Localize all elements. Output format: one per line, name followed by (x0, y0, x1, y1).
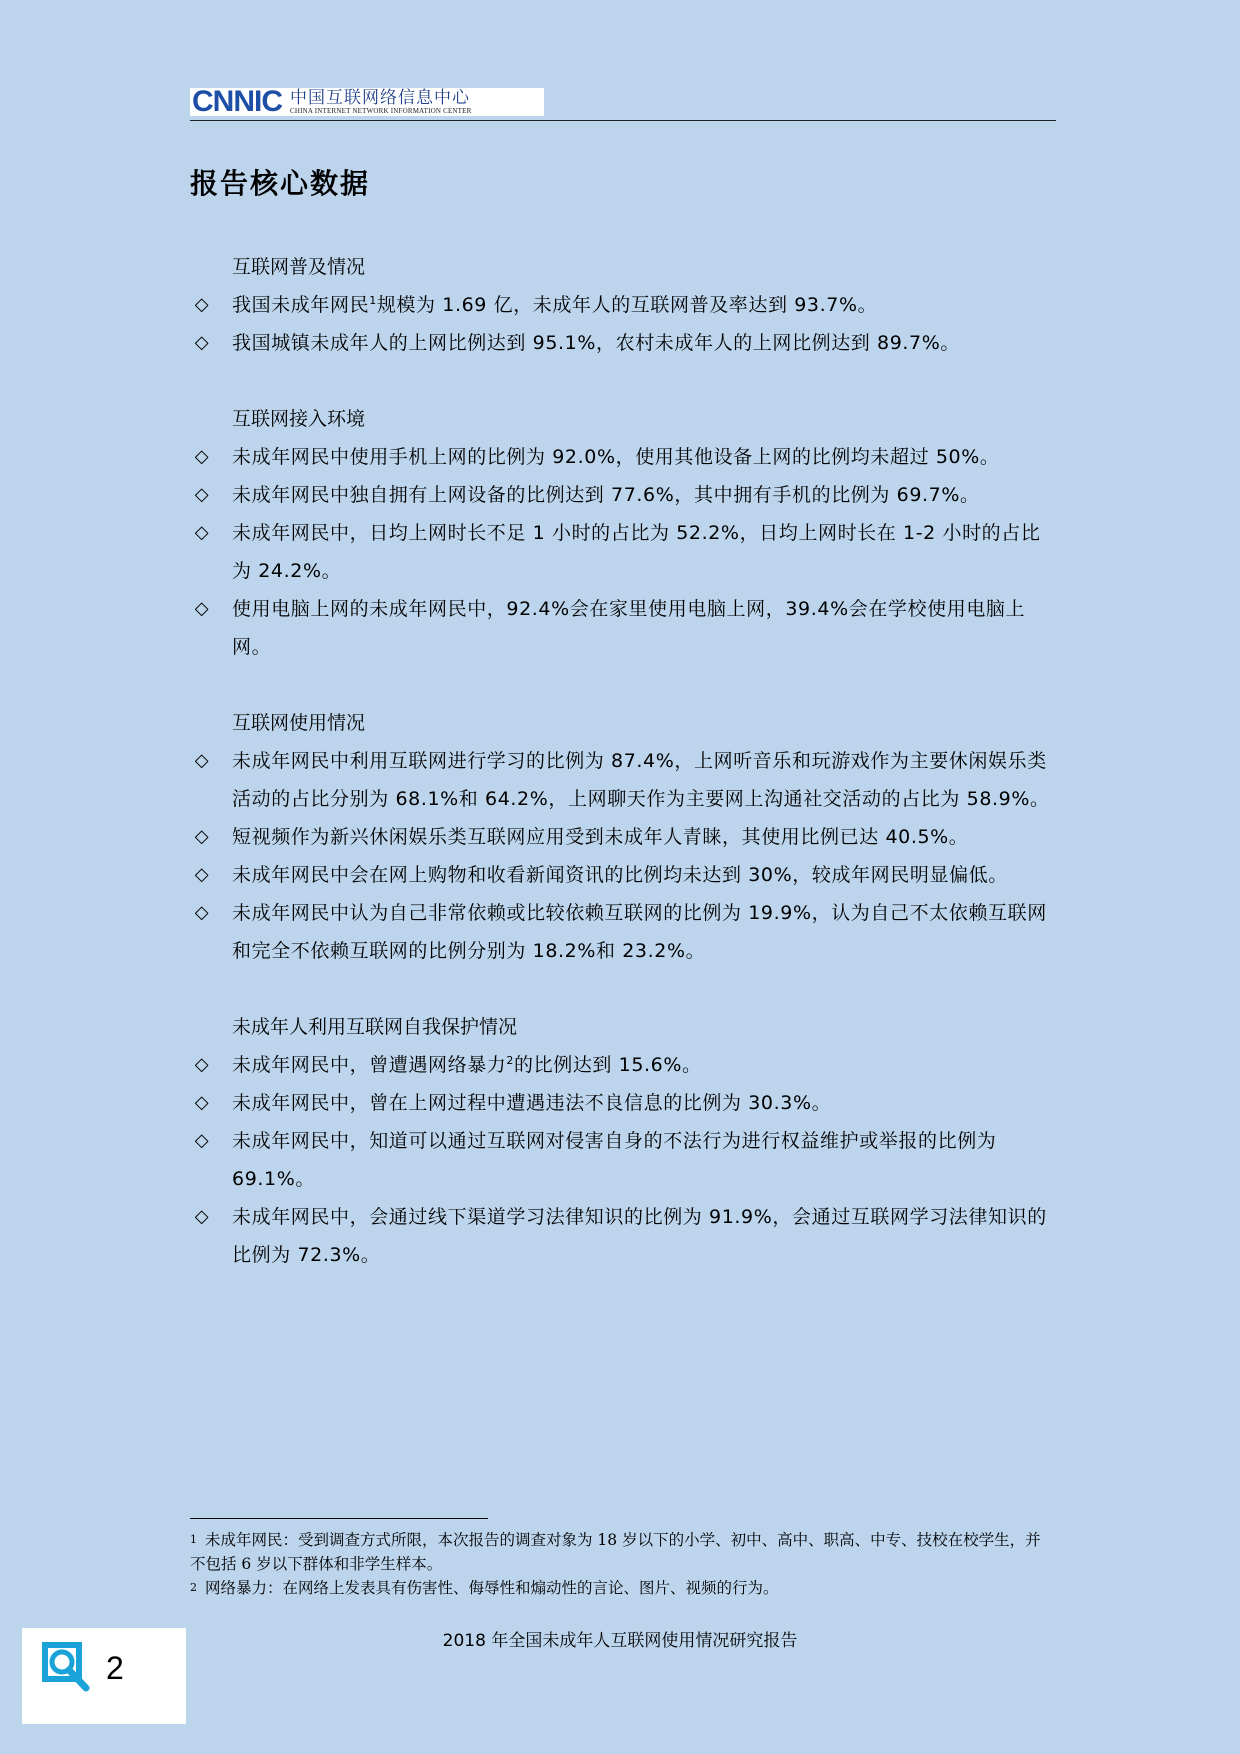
footnotes (190, 1528, 1056, 1600)
diamond-bullet-icon: ◇ (194, 1206, 210, 1227)
diamond-bullet-icon: ◇ (194, 750, 210, 771)
logo-english-name: CHINA INTERNET NETWORK INFORMATION CENTER (290, 107, 472, 115)
footnote-ref: 2 (506, 1054, 515, 1067)
footer-report-title: 2018 年全国未成年人互联网使用情况研究报告 (442, 1631, 798, 1651)
footnote-1: $^1$ 未成年网民：受到调查方式所限，本次报告的调查对象为 18 岁以下的小学、初中、高中、职高、中专、技校在校学生，并不包括 6 岁以下群体和非学生样本。 (190, 1531, 1041, 1573)
footnote-ref: 1 (369, 294, 377, 307)
page-title: 报告核心数据 (190, 167, 371, 200)
diamond-bullet-icon: ◇ (194, 522, 210, 543)
list-item: ◇ 使用电脑上网的未成年网民中，92.4%会在家里使用电脑上网，39.4%会在学校使用电脑上网。 (190, 590, 1056, 666)
cnnic-logo (190, 85, 544, 118)
logo-chinese-name: 中国互联网络信息中心 (290, 88, 470, 108)
diamond-bullet-icon: ◇ (194, 1130, 210, 1151)
list-item: ◇ 未成年网民中，会通过线下渠道学习法律知识的比例为 91.9%，会通过互联网学习法律知识的比例为 72.3%。 (190, 1198, 1056, 1274)
list-item: ◇ 未成年网民中会在网上购物和收看新闻资讯的比例均未达到 30%，较成年网民明显偏低。 (190, 856, 1056, 894)
list-item: ◇ 短视频作为新兴休闲娱乐类互联网应用受到未成年人青睐，其使用比例已达 40.5%。 (190, 818, 1056, 856)
diamond-bullet-icon: ◇ (194, 332, 210, 353)
section-heading: 互联网接入环境 (232, 408, 366, 430)
list-item: ◇ 未成年网民中认为自己非常依赖或比较依赖互联网的比例为 19.9%，认为自己不太依赖互联网和完全不依赖互联网的比例分别为 18.2%和 23.2%。 (190, 894, 1056, 970)
section-heading: 互联网使用情况 (232, 712, 366, 734)
diamond-bullet-icon: ◇ (194, 598, 210, 619)
core-data-content (190, 248, 1056, 1312)
section-self-protection (190, 1008, 1056, 1274)
list-item: ◇ 未成年网民中使用手机上网的比例为 92.0%，使用其他设备上网的比例均未超过 50%。 (190, 438, 1056, 476)
logo-mark: CNNIC (192, 85, 282, 118)
diamond-bullet-icon: ◇ (194, 902, 210, 923)
list-item: ◇ 未成年网民中利用互联网进行学习的比例为 87.4%，上网听音乐和玩游戏作为主要休闲娱乐类活动的占比分别为 68.1%和 64.2%，上网聊天作为主要网上沟通社交活动的占比为 58.9%。 (190, 742, 1056, 818)
section-heading: 互联网普及情况 (232, 256, 366, 278)
diamond-bullet-icon: ◇ (194, 484, 210, 505)
page-header (190, 84, 1056, 121)
section-access-environment (190, 400, 1056, 666)
list-item: ◇ 我国未成年网民$^1$规模为 1.69 亿，未成年人的互联网普及率达到 93.7%。 (190, 286, 1056, 324)
diamond-bullet-icon: ◇ (194, 1054, 210, 1075)
diamond-bullet-icon: ◇ (194, 294, 210, 315)
page-number: 2 (106, 1650, 124, 1686)
diamond-bullet-icon: ◇ (194, 864, 210, 885)
list-item: ◇ 未成年网民中，知道可以通过互联网对侵害自身的不法行为进行权益维护或举报的比例为 69.1%。 (190, 1122, 1056, 1198)
list-item: ◇ 未成年网民中独自拥有上网设备的比例达到 77.6%，其中拥有手机的比例为 69.7%。 (190, 476, 1056, 514)
section-heading: 未成年人利用互联网自我保护情况 (232, 1016, 518, 1038)
list-item: ◇ 未成年网民中，曾遭遇网络暴力$^2$的比例达到 15.6%。 (190, 1046, 1056, 1084)
search-magnifier-icon (40, 1640, 96, 1702)
diamond-bullet-icon: ◇ (194, 826, 210, 847)
footnote-2: $^2$ 网络暴力：在网络上发表具有伤害性、侮辱性和煽动性的言论、图片、视频的行为。 (190, 1579, 779, 1597)
list-item: ◇ 未成年网民中，曾在上网过程中遭遇违法不良信息的比例为 30.3%。 (190, 1084, 1056, 1122)
page-number-box (22, 1628, 186, 1724)
list-item: ◇ 我国城镇未成年人的上网比例达到 95.1%，农村未成年人的上网比例达到 89.7%。 (190, 324, 1056, 362)
footnote-divider (190, 1518, 488, 1519)
diamond-bullet-icon: ◇ (194, 446, 210, 467)
section-internet-usage (190, 704, 1056, 970)
diamond-bullet-icon: ◇ (194, 1092, 210, 1113)
list-item: ◇ 未成年网民中，日均上网时长不足 1 小时的占比为 52.2%，日均上网时长在 1-2 小时的占比为 24.2%。 (190, 514, 1056, 590)
section-internet-penetration (190, 248, 1056, 362)
